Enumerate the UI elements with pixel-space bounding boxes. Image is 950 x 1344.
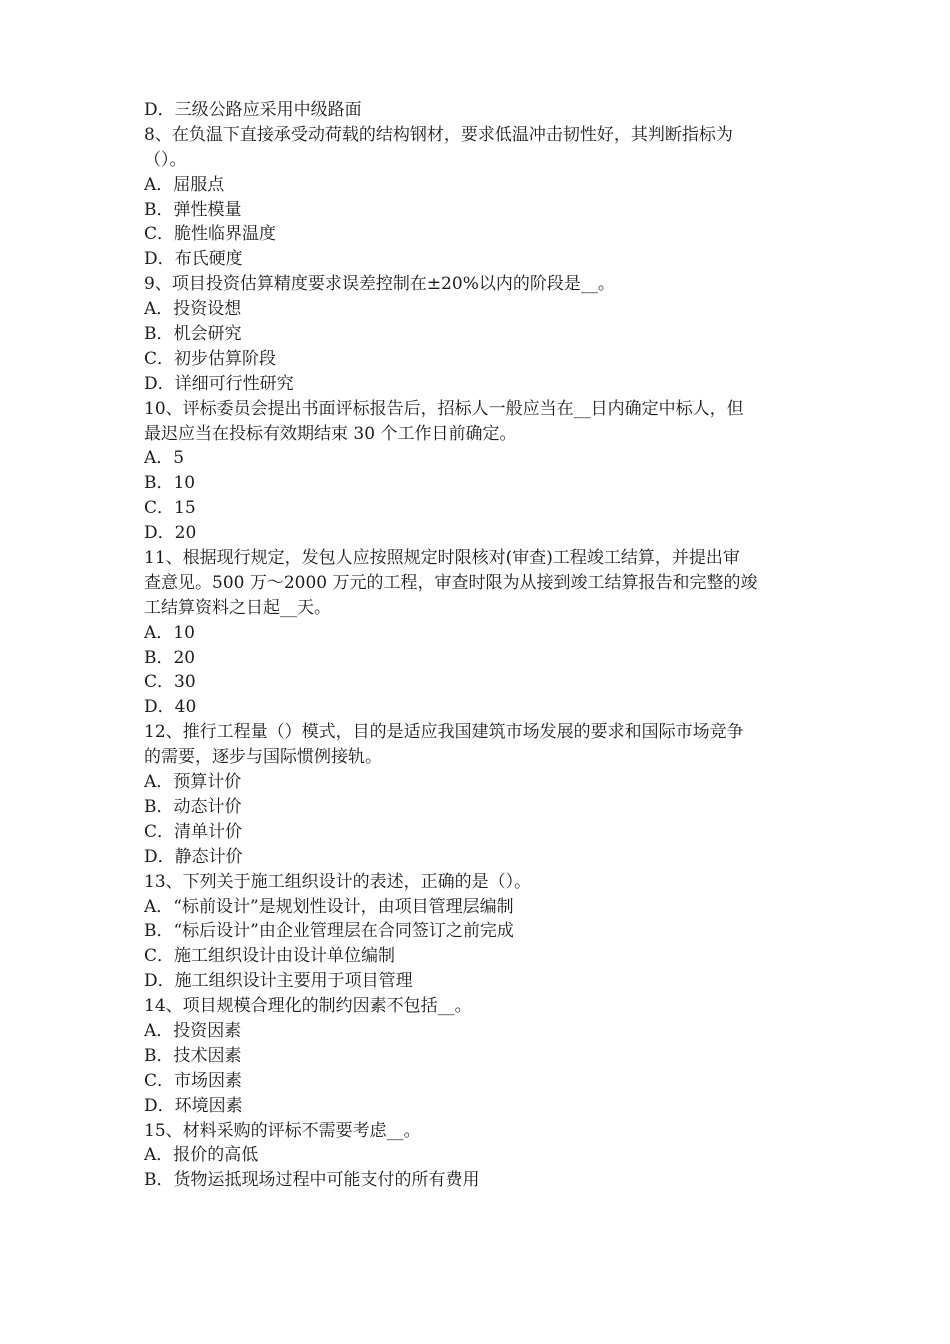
question-line: 查意见。500 万～2000 万元的工程，审查时限为从接到竣工结算报告和完整的竣 bbox=[144, 572, 758, 593]
option-line: C．15 bbox=[144, 498, 196, 519]
option-line: A．屈服点 bbox=[144, 174, 225, 195]
question-line: 10、评标委员会提出书面评标报告后，招标人一般应当在__日内确定中标人，但 bbox=[144, 398, 744, 419]
option-line: B．机会研究 bbox=[144, 324, 242, 345]
option-line: D．环境因素 bbox=[144, 1095, 243, 1116]
option-line: B．动态计价 bbox=[144, 796, 242, 817]
option-line: A．报价的高低 bbox=[144, 1145, 259, 1166]
question-line: 工结算资料之日起__天。 bbox=[144, 597, 331, 618]
question-line: 15、材料采购的评标不需要考虑__。 bbox=[144, 1120, 421, 1141]
question-line: 13、下列关于施工组织设计的表述，正确的是（）。 bbox=[144, 871, 532, 892]
option-line: B．20 bbox=[144, 647, 196, 668]
question-line: 12、推行工程量（）模式，目的是适应我国建筑市场发展的要求和国际市场竞争 bbox=[144, 722, 744, 743]
option-line: D．静态计价 bbox=[144, 846, 243, 867]
option-line: D．布氏硬度 bbox=[144, 249, 243, 270]
option-line: D．20 bbox=[144, 523, 197, 544]
option-line: C．清单计价 bbox=[144, 821, 243, 842]
question-line: 9、项目投资估算精度要求误差控制在±20%以内的阶段是__。 bbox=[144, 274, 615, 295]
option-line: C．30 bbox=[144, 672, 196, 693]
option-line: A．预算计价 bbox=[144, 772, 242, 793]
question-line: 11、根据现行规定，发包人应按照规定时限核对(审查)工程竣工结算，并提出审 bbox=[144, 548, 740, 569]
option-line: D．三级公路应采用中级路面 bbox=[144, 100, 362, 120]
option-line: A．投资因素 bbox=[144, 1020, 242, 1041]
option-line: B．货物运抵现场过程中可能支付的所有费用 bbox=[144, 1170, 480, 1191]
option-line: B．“标后设计”由企业管理层在合同签订之前完成 bbox=[144, 921, 514, 942]
question-line: 的需要，逐步与国际惯例接轨。 bbox=[144, 747, 382, 768]
option-line: C．脆性临界温度 bbox=[144, 224, 277, 245]
option-line: D．40 bbox=[144, 697, 197, 718]
option-line: C．初步估算阶段 bbox=[144, 348, 277, 369]
option-line: D．详细可行性研究 bbox=[144, 373, 294, 394]
option-line: B．弹性模量 bbox=[144, 199, 242, 220]
question-line: 8、在负温下直接承受动荷载的结构钢材，要求低温冲击韧性好，其判断指标为 bbox=[144, 124, 733, 145]
option-line: A．投资设想 bbox=[144, 299, 242, 320]
option-line: B．10 bbox=[144, 473, 196, 494]
option-line: A．“标前设计”是规划性设计，由项目管理层编制 bbox=[144, 896, 514, 917]
question-line: （）。 bbox=[144, 149, 187, 170]
option-line: A．5 bbox=[144, 448, 185, 469]
document-page bbox=[144, 98, 814, 1193]
option-line: B．技术因素 bbox=[144, 1045, 242, 1066]
option-line: D．施工组织设计主要用于项目管理 bbox=[144, 971, 413, 992]
question-line: 14、项目规模合理化的制约因素不包括__。 bbox=[144, 996, 472, 1017]
option-line: C．市场因素 bbox=[144, 1070, 243, 1091]
question-line: 最迟应当在投标有效期结束 30 个工作日前确定。 bbox=[144, 423, 517, 444]
option-line: A．10 bbox=[144, 622, 195, 643]
option-line: C．施工组织设计由设计单位编制 bbox=[144, 946, 396, 967]
